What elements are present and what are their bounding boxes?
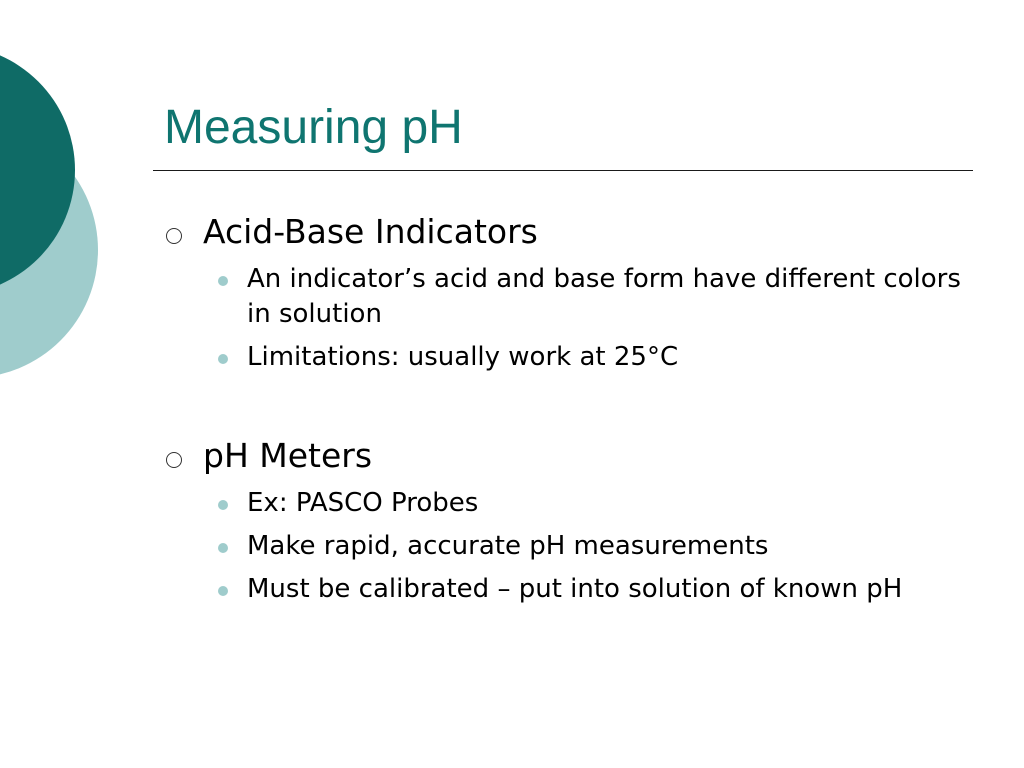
bullet-dot-icon: [218, 500, 228, 510]
point-pasco-probes: Ex: PASCO Probes: [247, 488, 479, 518]
slide-title: Measuring pH: [164, 101, 463, 154]
bullet-dot-icon: [218, 354, 228, 364]
section-heading-ph-meters: pH Meters: [203, 436, 373, 475]
bullet-dot-icon: [218, 586, 228, 596]
point-calibration: Must be calibrated – put into solution of known pH: [247, 574, 903, 604]
section-heading-indicators: Acid-Base Indicators: [203, 212, 538, 251]
point-rapid-measurements: Make rapid, accurate pH measurements: [247, 531, 769, 561]
decorative-circles: [0, 0, 120, 420]
title-divider: [153, 170, 973, 171]
hollow-circle-bullet-icon: [166, 228, 182, 244]
bullet-dot-icon: [218, 543, 228, 553]
point-indicator-colors: An indicator’s acid and base form have different colors in solution: [247, 264, 961, 329]
hollow-circle-bullet-icon: [166, 452, 182, 468]
point-limitations: Limitations: usually work at 25°C: [247, 342, 679, 372]
bullet-dot-icon: [218, 276, 228, 286]
